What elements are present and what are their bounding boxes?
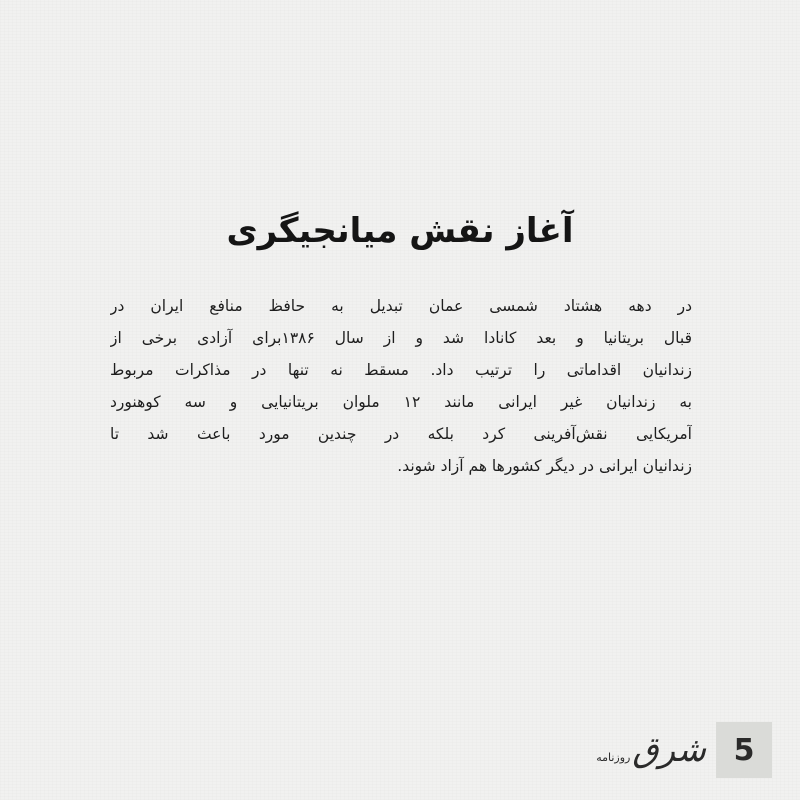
newspaper-logo <box>596 730 706 770</box>
page-number-badge <box>716 722 772 778</box>
article-line-3: زندانیان اقداماتی را ترتیب داد. مسقط نه تنها در مذاکرات مربوط <box>110 361 692 379</box>
article-line-1: در دهه هشتاد شمسی عمان تبدیل به حافظ منافع ایران در <box>110 297 692 315</box>
logo-text: شرق <box>632 730 706 770</box>
logo-subtext: روزنامه <box>596 751 631 764</box>
article-line-5: آمریکایی نقش‌آفرینی کرد بلکه در چندین مورد باعث شد تا <box>110 425 692 443</box>
article-line-4: به زندانیان غیر ایرانی مانند ۱۲ ملوان بریتانیایی و سه کوهنورد <box>110 393 692 411</box>
article-line-6: زندانیان ایرانی در دیگر کشورها هم آزاد شوند. <box>397 457 692 475</box>
article-line-2: قبال بریتانیا و بعد کانادا شد و از سال ۱۳۸۶برای آزادی برخی از <box>110 329 692 347</box>
footer <box>596 720 772 780</box>
article-body <box>110 290 692 482</box>
article-title: آغاز نقش میانجیگری <box>226 211 574 251</box>
page-number: 5 <box>733 732 755 768</box>
